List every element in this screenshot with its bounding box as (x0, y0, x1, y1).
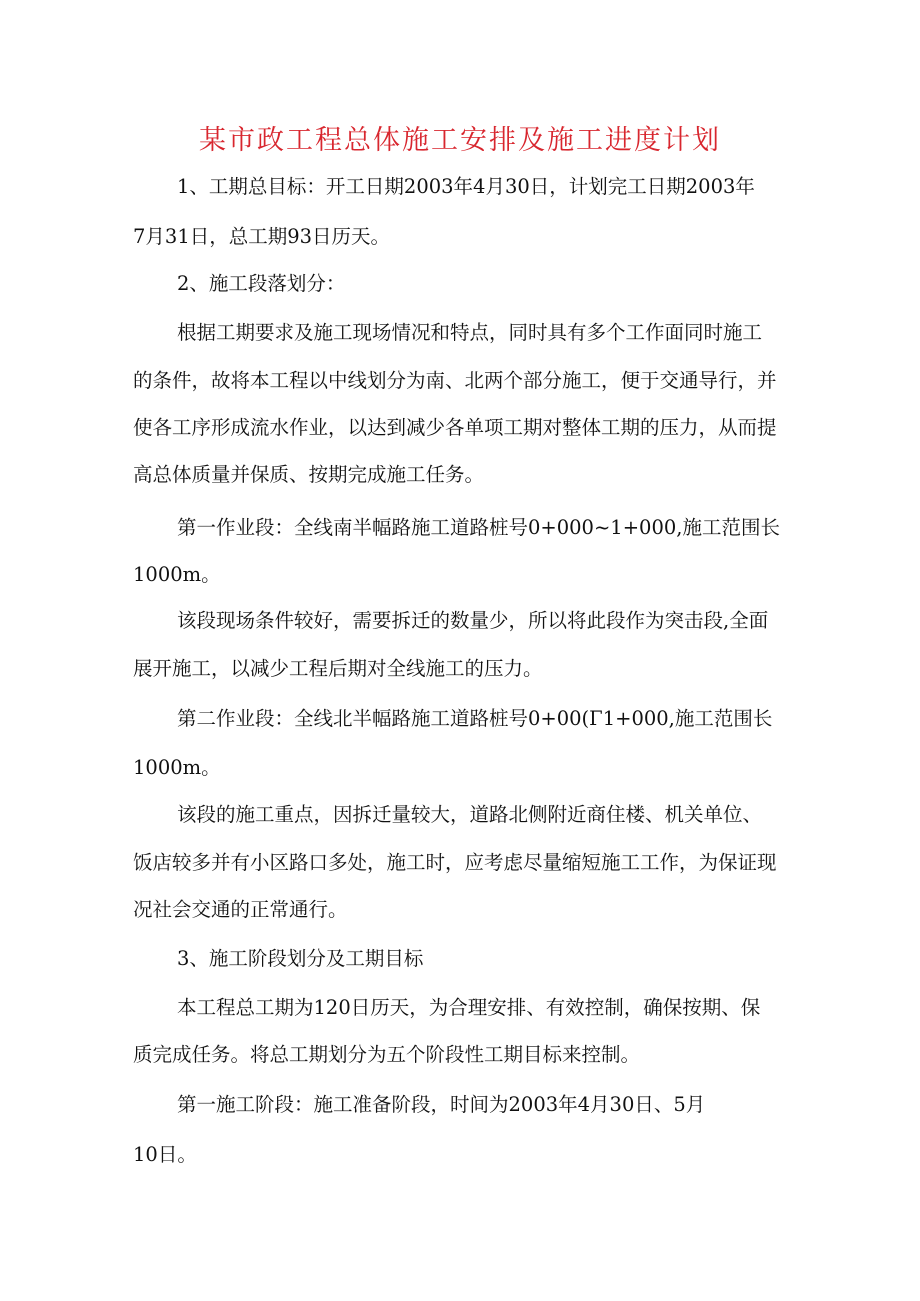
text-line: 该段的施工重点，因拆迁量较大，道路北侧附近商住楼、机关单位、 (177, 803, 763, 826)
text-line: 本工程总工期为120日历天，为合理安排、有效控制，确保按期、保 (177, 996, 761, 1019)
section-heading: 2、施工段落划分： (177, 272, 346, 295)
text-line: 饭店较多并有小区路口多处，施工时，应考虑尽量缩短施工工作，为保证现 (133, 851, 777, 874)
text-line: 7月31日，总工期93日历天。 (133, 225, 391, 248)
text-line: 该段现场条件较好，需要拆迁的数量少，所以将此段作为突击段,全面 (177, 609, 769, 632)
text-line: 第二作业段：全线北半幅路施工道路桩号0+00(Γ1+000,施工范围长 (177, 707, 773, 730)
text-line: 1000m。 (133, 563, 221, 586)
text-line: 展开施工，以减少工程后期对全线施工的压力。 (133, 657, 543, 680)
text-line: 1000m。 (133, 756, 221, 779)
text-line: 况社会交通的正常通行。 (133, 898, 348, 921)
text-line: 10日。 (133, 1143, 197, 1166)
text-line: 根据工期要求及施工现场情况和特点，同时具有多个工作面同时施工 (177, 321, 763, 344)
text-line: 质完成任务。将总工期划分为五个阶段性工期目标来控制。 (133, 1043, 641, 1066)
document-title: 某市政工程总体施工安排及施工进度计划 (199, 125, 721, 156)
text-line: 使各工序形成流水作业，以达到减少各单项工期对整体工期的压力，从而提 (133, 416, 777, 439)
section-heading: 3、施工阶段划分及工期目标 (177, 947, 424, 970)
text-line: 的条件，故将本工程以中线划分为南、北两个部分施工，便于交通导行，并 (133, 369, 777, 392)
text-line: 1、工期总目标：开工日期2003年4月30日，计划完工日期2003年 (177, 175, 755, 198)
text-line: 第一作业段：全线南半幅路施工道路桩号0+000~1+000,施工范围长 (177, 516, 780, 539)
text-line: 第一施工阶段：施工准备阶段，时间为2003年4月30日、5月 (177, 1093, 706, 1116)
text-line: 高总体质量并保质、按期完成施工任务。 (133, 463, 485, 486)
